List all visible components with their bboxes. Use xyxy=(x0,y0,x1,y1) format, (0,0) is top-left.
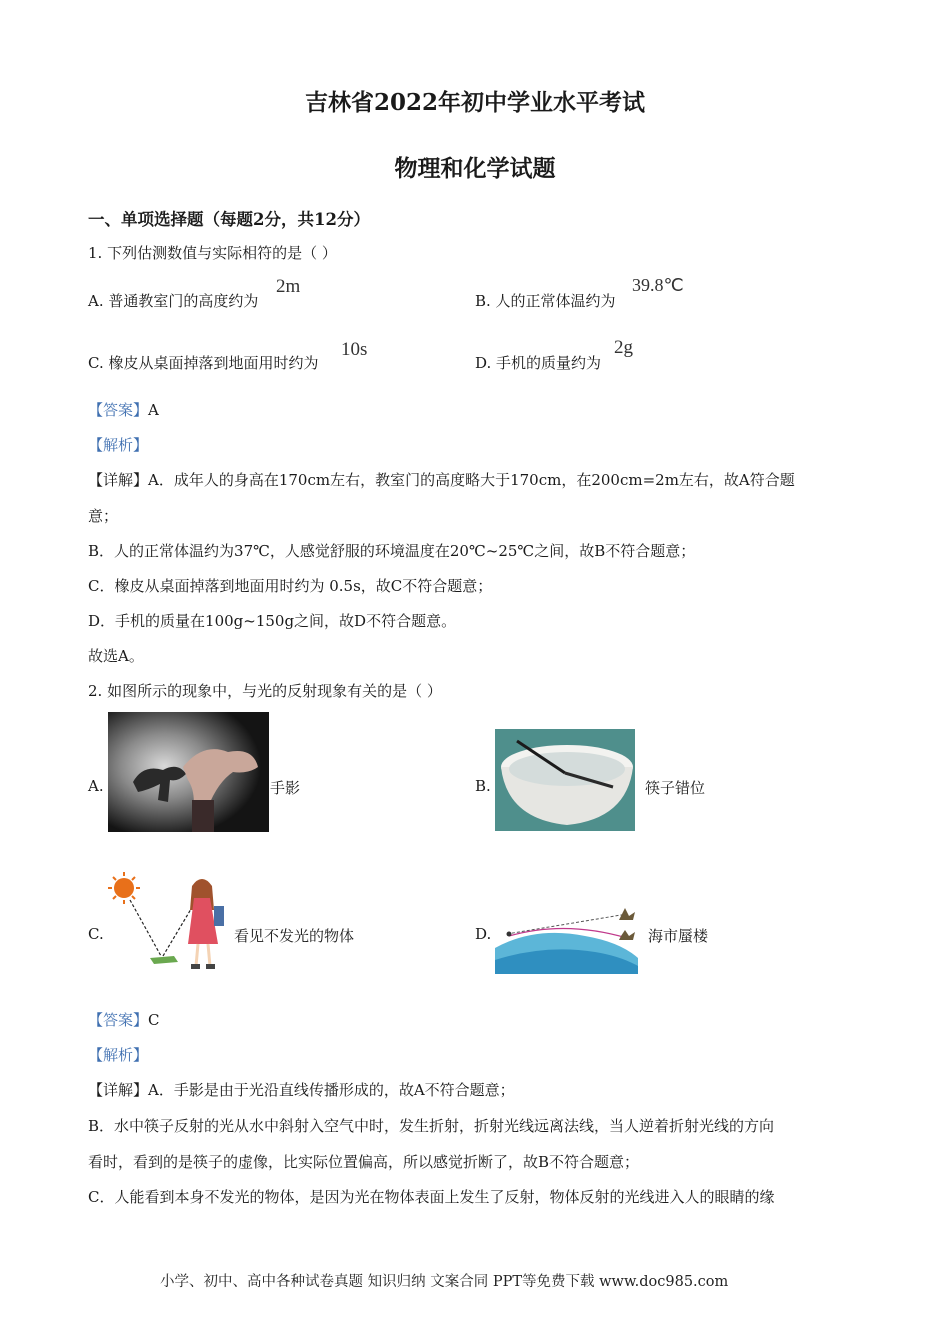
q1-option-d-text: D. 手机的质量约为 xyxy=(475,354,602,372)
q1-option-d-unit: 2g xyxy=(614,337,633,358)
q1-conclusion: 故选A。 xyxy=(88,647,144,665)
q1-detail-line-1: 【详解】A．成年人的身高在170cm左右，教室门的高度略大于170cm，在200cm=2m左右，故A符合题 xyxy=(88,471,795,489)
q1-option-d xyxy=(475,352,601,373)
q2-detail-b-line-2: 看时，看到的是筷子的虚像，比实际位置偏高，所以感觉折断了，故B不符合题意； xyxy=(88,1153,640,1171)
q2-answer xyxy=(88,1009,160,1030)
q1-option-a xyxy=(88,290,258,311)
q1-detail-c: C．橡皮从桌面掉落到地面用时约为 0.5s，故C不符合题意； xyxy=(88,577,493,595)
q2-option-c-text: 看见不发光的物体 xyxy=(234,927,355,945)
q1-detail-b: B．人的正常体温约为37℃，人感觉舒服的环境温度在20℃~25℃之间，故B不符合题意； xyxy=(88,542,696,560)
q2-answer-value: C xyxy=(148,1011,160,1029)
q2-analysis-tag: 【解析】 xyxy=(88,1046,149,1064)
q1-option-b-text: B. 人的正常体温约为 xyxy=(475,292,616,310)
q2-detail-b-line-1: B．水中筷子反射的光从水中斜射入空气中时，发生折射，折射光线远离法线，当人逆着折射光线的方向 xyxy=(88,1117,775,1135)
q2-option-d-text: 海市蜃楼 xyxy=(648,927,709,945)
q1-stem: 1. 下列估测数值与实际相符的是（ ） xyxy=(88,244,337,262)
exam-title: 吉林省2022年初中学业水平考试 xyxy=(304,89,645,116)
q2-answer-tag: 【答案】 xyxy=(88,1011,149,1029)
section-heading: 一、单项选择题（每题2分，共12分） xyxy=(88,210,370,229)
q1-option-a-text: A. 普通教室门的高度约为 xyxy=(88,292,259,310)
q1-detail-d: D．手机的质量在100g~150g之间，故D不符合题意。 xyxy=(88,612,457,630)
q2-detail-a: 【详解】A．手影是由于光沿直线传播形成的，故A不符合题意； xyxy=(88,1081,515,1099)
q2-option-b-letter: B. xyxy=(475,777,491,795)
q2-option-c-letter: C. xyxy=(88,925,104,943)
q1-option-b xyxy=(475,290,616,311)
q1-answer-tag: 【答案】 xyxy=(88,401,149,419)
page-footer: 小学、初中、高中各种试卷真题 知识归纳 文案合同 PPT等免费下载 www.doc985.com xyxy=(160,1274,729,1290)
q1-detail-line-2: 意； xyxy=(88,507,119,525)
q1-option-a-unit: 2m xyxy=(276,276,301,297)
q1-option-c-unit: 10s xyxy=(341,339,368,360)
q2-option-d-letter: D. xyxy=(475,925,492,943)
q2-option-b-text: 筷子错位 xyxy=(645,779,706,797)
mirage-image xyxy=(495,908,638,974)
q1-answer xyxy=(88,399,159,420)
sun-book-girl-image xyxy=(106,870,232,974)
q2-detail-c-line-1: C．人能看到本身不发光的物体，是因为光在物体表面上发生了反射，物体反射的光线进入人的眼睛的缘 xyxy=(88,1188,775,1206)
q2-option-a-text: 手影 xyxy=(270,779,301,797)
q1-answer-value: A xyxy=(148,401,159,419)
q1-option-c xyxy=(88,352,318,373)
exam-subtitle: 物理和化学试题 xyxy=(394,155,556,182)
chopsticks-bowl-image xyxy=(495,729,635,831)
q2-stem: 2. 如图所示的现象中，与光的反射现象有关的是（ ） xyxy=(88,682,442,700)
q1-option-b-unit: 39.8℃ xyxy=(632,275,684,295)
q1-option-c-text: C. 橡皮从桌面掉落到地面用时约为 xyxy=(88,354,319,372)
hand-shadow-image xyxy=(108,712,269,832)
q2-option-a-letter: A. xyxy=(88,777,104,795)
q1-analysis-tag: 【解析】 xyxy=(88,436,149,454)
